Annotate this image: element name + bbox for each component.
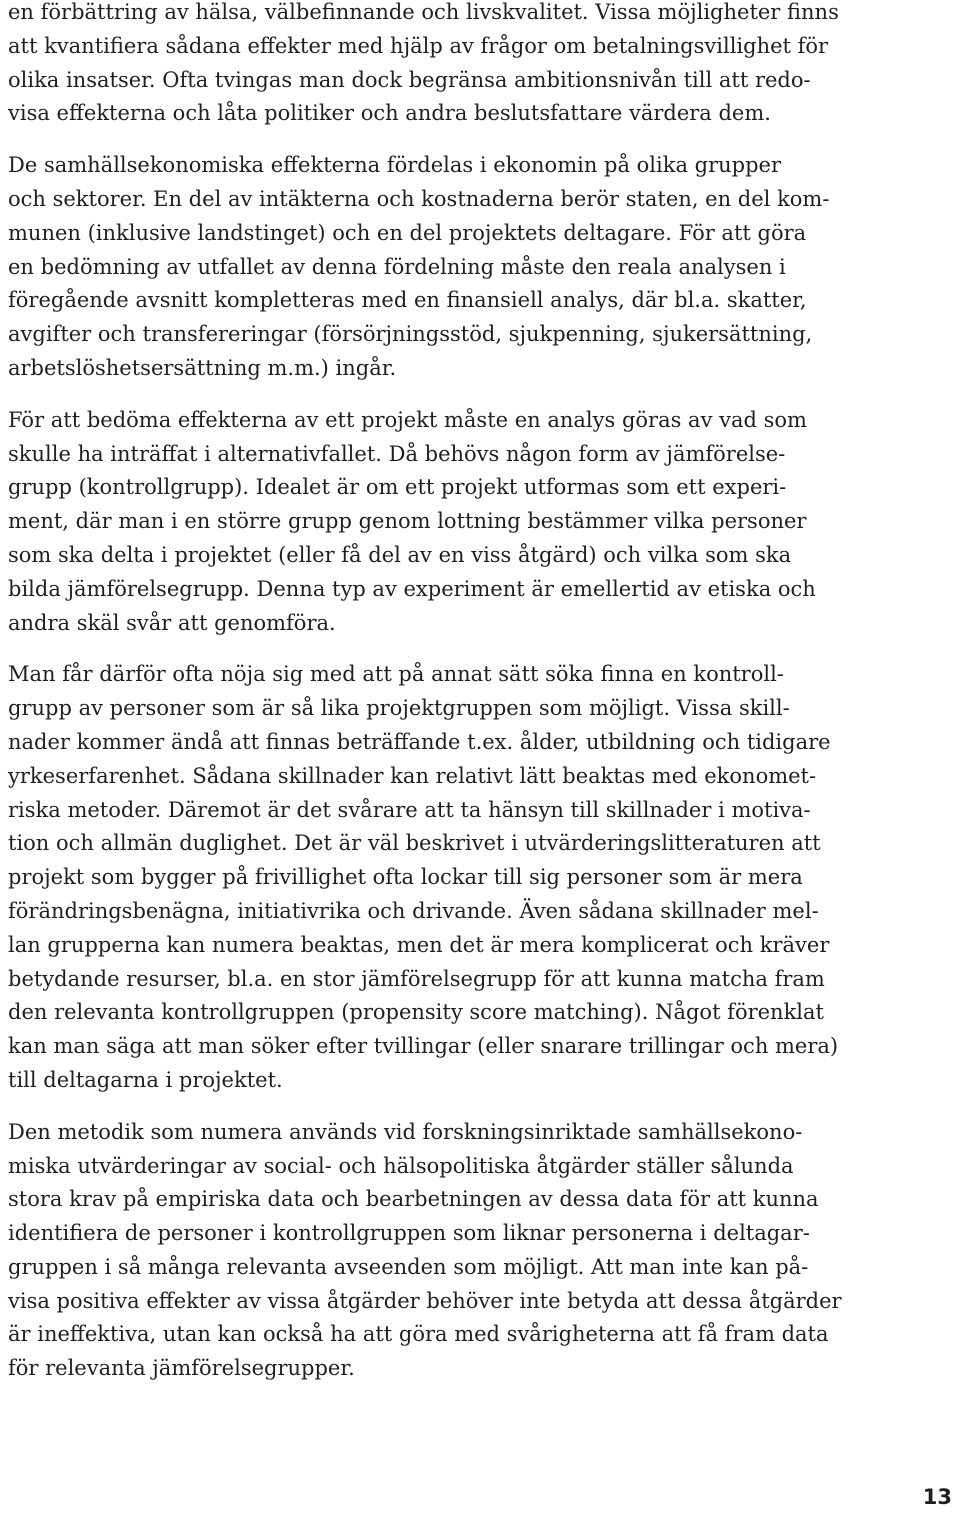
text-line: föregående avsnitt kompletteras med en finansiell analys, där bl.a. skatter, — [8, 288, 807, 313]
text-line: För att bedöma effekterna av ett projekt måste en analys göras av vad som — [8, 407, 807, 432]
paragraph-2 — [8, 149, 838, 386]
text-line: De samhällsekonomiska effekterna fördelas i ekonomin på olika grupper — [8, 153, 782, 178]
paragraph-1 — [8, 0, 838, 131]
text-line: avgifter och transfereringar (försörjningsstöd, sjukpenning, sjukersättning, — [8, 322, 813, 347]
text-line: visa effekterna och låta politiker och andra beslutsfattare värdera dem. — [8, 101, 771, 126]
text-line: gruppen i så många relevanta avseenden som möjligt. Att man inte kan på- — [8, 1254, 809, 1279]
text-line: identifiera de personer i kontrollgruppen som liknar personerna i deltagar- — [8, 1221, 810, 1246]
text-line: kan man säga att man söker efter tvillingar (eller snarare trillingar och mera) — [8, 1034, 839, 1059]
text-line: stora krav på empiriska data och bearbetningen av dessa data för att kunna — [8, 1187, 819, 1212]
text-line: förändringsbenägna, initiativrika och drivande. Även sådana skillnader mel- — [8, 898, 819, 923]
text-line: grupp av personer som är så lika projektgruppen som möjligt. Vissa skill- — [8, 696, 790, 721]
body-text — [8, 0, 842, 1404]
text-line: grupp (kontrollgrupp). Idealet är om ett projekt utformas som ett experi- — [8, 475, 787, 500]
text-line: riska metoder. Däremot är det svårare att ta hänsyn till skillnader i motiva- — [8, 797, 811, 822]
text-line: betydande resurser, bl.a. en stor jämförelsegrupp för att kunna matcha fram — [8, 966, 825, 991]
text-line: och sektorer. En del av intäkterna och kostnaderna berör staten, en del kom- — [8, 186, 830, 211]
paragraph-5 — [8, 1116, 842, 1386]
text-line: att kvantifiera sådana effekter med hjälp av frågor om betalningsvillighet för — [8, 33, 829, 58]
page-number: 13 — [922, 1485, 952, 1509]
text-line: för relevanta jämförelsegrupper. — [8, 1356, 355, 1381]
text-line: nader kommer ändå att finnas beträffande t.ex. ålder, utbildning och tidigare — [8, 729, 831, 754]
text-line: Man får därför ofta nöja sig med att på annat sätt söka finna en kontroll- — [8, 662, 784, 687]
paragraph-4 — [8, 658, 838, 1097]
paragraph-3 — [8, 404, 838, 641]
text-line: yrkeserfarenhet. Sådana skillnader kan relativt lätt beaktas med ekonomet- — [8, 763, 817, 788]
text-line: tion och allmän duglighet. Det är väl beskrivet i utvärderingslitteraturen att — [8, 831, 821, 856]
text-line: visa positiva effekter av vissa åtgärder behöver inte betyda att dessa åtgärder — [8, 1288, 842, 1313]
text-line: en bedömning av utfallet av denna fördelning måste den reala analysen i — [8, 254, 786, 279]
text-line: andra skäl svår att genomföra. — [8, 610, 336, 635]
text-line: olika insatser. Ofta tvingas man dock begränsa ambitionsnivån till att redo- — [8, 67, 811, 92]
text-line: miska utvärderingar av social- och hälsopolitiska åtgärder ställer sålunda — [8, 1153, 794, 1178]
text-line: munen (inklusive landstinget) och en del projektets deltagare. För att göra — [8, 220, 807, 245]
text-line: bilda jämförelsegrupp. Denna typ av experiment är emellertid av etiska och — [8, 576, 816, 601]
text-line: till deltagarna i projektet. — [8, 1067, 283, 1092]
text-line: skulle ha inträffat i alternativfallet. Då behövs någon form av jämförelse- — [8, 441, 786, 466]
text-line: ment, där man i en större grupp genom lottning bestämmer vilka personer — [8, 509, 807, 534]
text-line: lan grupperna kan numera beaktas, men det är mera komplicerat och kräver — [8, 932, 830, 957]
text-line: Den metodik som numera används vid forskningsinriktade samhällsekono- — [8, 1119, 803, 1144]
text-line: som ska delta i projektet (eller få del av en viss åtgärd) och vilka som ska — [8, 542, 792, 567]
text-line: projekt som bygger på frivillighet ofta lockar till sig personer som är mera — [8, 865, 803, 890]
text-line: arbetslöshetsersättning m.m.) ingår. — [8, 355, 397, 380]
text-line: den relevanta kontrollgruppen (propensity score matching). Något förenklat — [8, 1000, 824, 1025]
text-line: är ineffektiva, utan kan också ha att göra med svårigheterna att få fram data — [8, 1322, 829, 1347]
text-line: en förbättring av hälsa, välbefinnande och livskvalitet. Vissa möjligheter finns — [8, 0, 839, 24]
